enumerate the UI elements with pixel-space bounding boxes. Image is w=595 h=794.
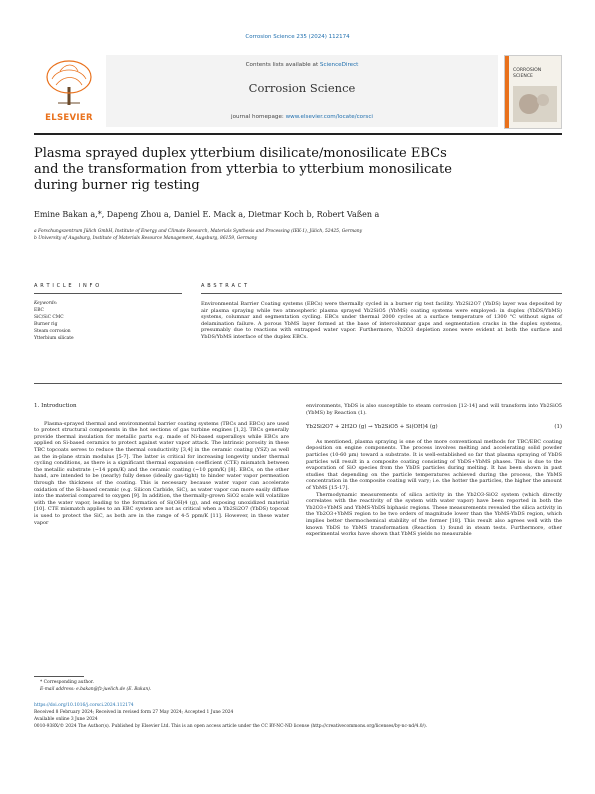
article-info-rule <box>34 293 182 294</box>
keyword-item: Steam corrosion <box>34 329 71 334</box>
equation-1 <box>306 424 562 431</box>
received-dates: Received 8 February 2024; Received in revised form 27 May 2024; Accepted 1 June 2024 <box>34 710 234 715</box>
body-column-left <box>34 403 289 526</box>
affiliation-a: a Forschungszentrum Jülich GmbH, Institute of Energy and Climate Research, Materials Synthesis and Processing (IEK-1), Jülich, 52425, Germany <box>34 229 363 234</box>
body-column-right <box>306 403 562 538</box>
corresponding-author-note: * Corresponding author. <box>40 680 94 685</box>
contents-line <box>106 62 498 68</box>
author-list: Emine Bakan a,*, Dapeng Zhou a, Daniel E. Mack a, Dietmar Koch b, Robert Vaßen a <box>34 210 380 219</box>
keyword-item: EBC <box>34 308 44 313</box>
keywords-label: Keywords: <box>34 301 58 306</box>
abstract-heading: A B S T R A C T <box>201 283 248 289</box>
keyword-item: Ytterbium silicate <box>34 336 74 341</box>
elsevier-tree-icon <box>38 57 100 109</box>
contents-prefix: Contents lists available at <box>245 62 320 68</box>
cover-orange-band <box>505 56 509 128</box>
journal-reference[interactable]: Corrosion Science 235 (2024) 112174 <box>245 34 350 40</box>
paragraph: Thermodynamic measurements of silica activity in the Yb2O3-SiO2 system (which directly correlates with the reactivity of the system with water vapor) have been reported in both the Yb2O3+YbMS and YbMS-YbDS biphasic regions. These measurements revealed the silica activity in the Yb2O3+YbMS region to be two orders of magnitude lower than the YbMS-YbDS region, which implies better thermochemical stability of the former [18]. This result also agrees well with the known YbDS to YbMS transformation (Reaction 1) found in steam tests. Furthermore, other experimental works have shown that YbMS yields no measurable <box>306 491 562 538</box>
abstract-rule <box>201 293 562 294</box>
available-online: Available online 3 June 2024 <box>34 717 98 722</box>
article-info <box>34 283 184 341</box>
abstract-bottom-rule <box>34 383 562 384</box>
affiliation-b: b University of Augsburg, Institute of Materials Resource Management, Augsburg, 86159, Germany <box>34 236 258 241</box>
license-note[interactable]: 0010-938X/© 2024 The Author(s). Published by Elsevier Ltd. This is an open access article under the CC BY-NC-ND license (http://creativecommons.org/licenses/by-nc-nd/4.0/). <box>34 724 428 729</box>
elsevier-logo <box>38 57 100 123</box>
article-title: Plasma sprayed duplex ytterbium disilicate/monosilicate EBCs and the transformation from ytterbia to ytterbium monosilicate during burner rig testing <box>34 146 452 193</box>
homepage-line <box>106 114 498 120</box>
equation-text: Yb2Si2O7 + 2H2O (g) → Yb2SiO5 + Si(OH)4 (g) <box>306 424 438 431</box>
equation-number: (1) <box>554 424 562 431</box>
homepage-link[interactable]: www.elsevier.com/locate/corsci <box>285 114 373 120</box>
footnote-rule <box>34 676 84 677</box>
keyword-item: SiC/SiC CMC <box>34 315 64 320</box>
journal-cover-thumbnail[interactable] <box>504 55 562 129</box>
sciencedirect-link[interactable]: ScienceDirect <box>319 62 359 68</box>
email-note[interactable]: E-mail address: e.bakan@fz-juelich.de (E. Bakan). <box>40 687 152 692</box>
masthead <box>34 55 562 129</box>
abstract <box>201 283 562 340</box>
cover-title: CORROSION SCIENCE <box>513 68 542 79</box>
homepage-prefix: journal homepage: <box>231 114 286 120</box>
journal-name[interactable]: Corrosion Science <box>248 81 356 95</box>
publisher-name: ELSEVIER <box>45 113 93 123</box>
article-info-heading: A R T I C L E I N F O <box>34 283 100 289</box>
keyword-item: Burner rig <box>34 322 58 327</box>
doi-link[interactable]: https://doi.org/10.1016/j.corsci.2024.112174 <box>34 703 134 708</box>
section-heading: 1. Introduction <box>34 403 77 409</box>
intro-paragraph: Plasma-sprayed thermal and environmental barrier coating systems (TBCs and EBCs) are used to protect structural components in the hot sections of gas turbine engines [1,2]. TBCs generally provide thermal insulation for metallic parts e.g. made of Ni-based superalloys while EBCs are applied on Si-based ceramics to protect against water vapor attack. The intrinsic porosity in these TBC topcoats serves to reduce the thermal conductivity [3,4] in the ceramic coating (YSZ) as well as the in-plane strain modulus [5-7]. The latter is critical for increasing longevity under thermal cycling conditions, as there is a significant thermal expansion coefficient (CTE) mismatch between the metallic substrate (~14 ppm/K) and the ceramic coating (~10 ppm/K) [8]. EBCs, on the other hand, are intended to be (nearly) fully dense (ideally gas-tight) to hinder water vapor permeation through the thickness of the coating. This is necessary because water vapor can accelerate oxidation of the Si-based ceramic (e.g. Silicon Carbide, SiC), as water vapor can more easily diffuse into the material compared to oxygen [9]. In addition, the thermally-grown SiO2 scale will volatilize with the water vapor, leading to the formation of Si(OH)4 (g), and exposing unoxidized material [10]. CTE mismatch applies to an EBC system are not as critical when a Yb2Si2O7 (YbDS) topcoat is used to protect the SiC, as both are in the range of 4-5 ppm/K [11]. However, in these water vapor <box>34 420 289 526</box>
masthead-rule <box>34 133 562 135</box>
cover-image-icon <box>513 86 557 122</box>
paragraph: As mentioned, plasma spraying is one of the more conventional methods for TBC/EBC coating deposition on engine components. The process involves melting and accelerating solid powder particles (10-60 µm) toward a substrate. It is well-established so far that plasma spraying of YbDS particles will result in a composite coating consisting of YbDS+YbMS phases. This is due to the evaporation of SiO species from the YbDS particles during melting. It has been shown in past studies that depending on the particle temperatures achieved during the process, the YbMS concentration in the composite coating will vary; i.e. the hotter the particles, the higher the amount of YbMS [15-17]. <box>306 438 562 491</box>
masthead-center <box>106 55 498 127</box>
abstract-text: Environmental Barrier Coating systems (EBCs) were thermally cycled in a burner rig test facility. Yb2Si2O7 (YbDS) layer was deposited by air plasma spraying while two atmospheric plasma sprayed Yb2SiO5 (YbMS) coating systems were employed: in duplex (YbDS/YbMS) systems, columnar and segmentation cycling. EBCs under thermal 2000 cycles at a surface temperature of 1300 °C without signs of delamination failure. A porous YbMS layer formed at the base of intercolumnar gaps and segmentation cracks in the duplex systems, presumably due to reactions with entrapped water vapor. Furthermore, Yb2O3 depletion zones were evident at both the surface and YbDS/YbMS interface of the duplex EBCs. <box>201 301 562 340</box>
paragraph: environments, YbDS is also susceptible to steam corrosion [12-14] and will transform into Yb2SiO5 (YbMS) by Reaction (1). <box>306 403 562 416</box>
